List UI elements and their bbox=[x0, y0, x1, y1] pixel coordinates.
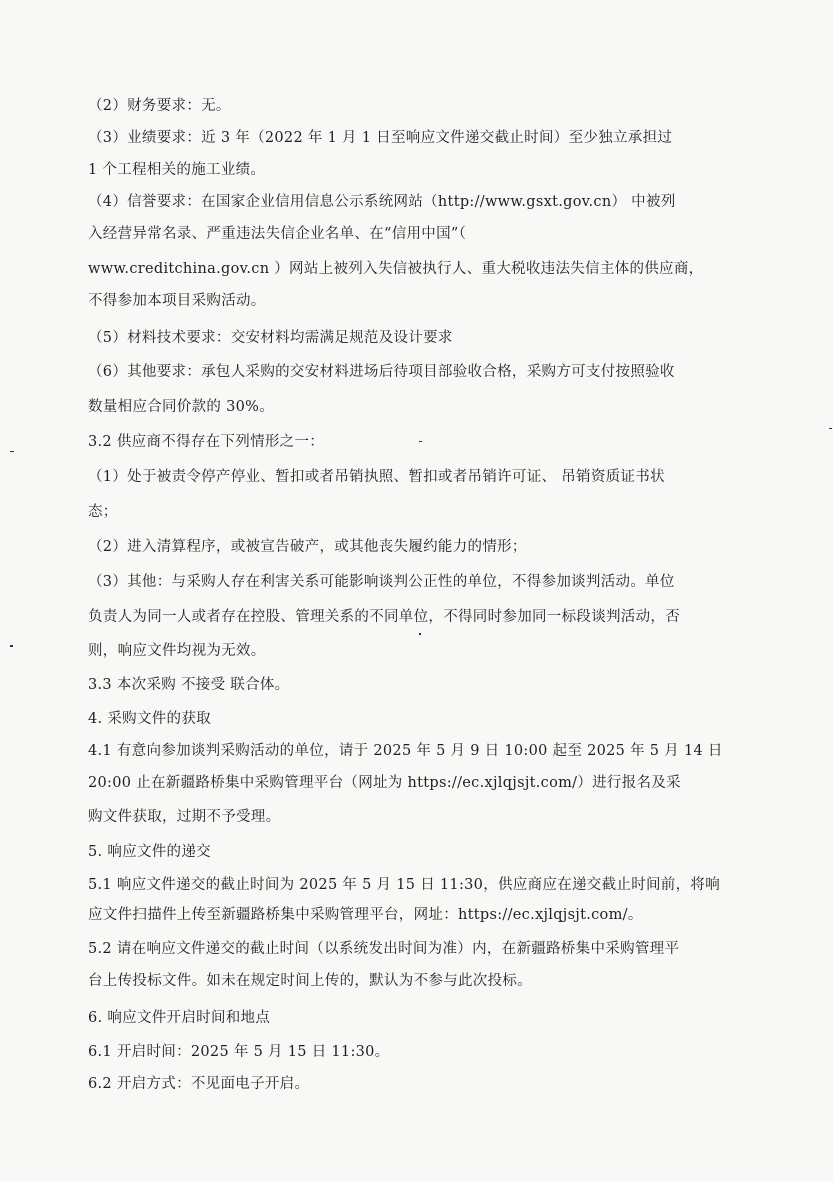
text-line-26: 5.2 请在响应文件递交的截止时间（以系统发出时间为准）内，在新疆路桥集中采购管理平 bbox=[88, 941, 680, 957]
text-line-14: （2）进入清算程序，或被宣告破产，或其他丧失履约能力的情形； bbox=[88, 539, 527, 555]
text-line-25: 应文件扫描件上传至新疆路桥集中采购管理平台，网址：https://ec.xjlqjsjt.com/。 bbox=[88, 907, 643, 923]
text-line-5: 入经营异常名录、严重违法失信企业名单、在“信用中国”（ bbox=[88, 226, 467, 242]
text-line-10: 数量相应合同价款的 30%。 bbox=[88, 399, 275, 415]
text-line-21: 20:00 止在新疆路桥集中采购管理平台（网址为 https://ec.xjlqjsjt.com/）进行报名及采 bbox=[88, 775, 681, 791]
text-line-23: 5. 响应文件的递交 bbox=[88, 844, 211, 860]
scan-mark-right bbox=[829, 428, 832, 429]
text-line-24: 5.1 响应文件递交的截止时间为 2025 年 5 月 15 日 11:30，供应商应在递交截止时间前，将响 bbox=[88, 877, 720, 893]
text-line-4: （4）信誉要求：在国家企业信用信息公示系统网站（http://www.gsxt.gov.cn） 中被列 bbox=[88, 194, 676, 210]
text-line-16: 负责人为同一人或者存在控股、管理关系的不同单位，不得同时参加同一标段谈判活动，否 bbox=[88, 609, 680, 625]
text-line-11: 3.2 供应商不得存在下列情形之一： bbox=[88, 434, 325, 450]
text-line-13: 态； bbox=[88, 504, 118, 520]
text-line-27: 台上传投标文件。如未在规定时间上传的，默认为不参与此次投标。 bbox=[88, 973, 532, 989]
text-line-22: 购文件获取，过期不予受理。 bbox=[88, 809, 281, 825]
text-line-29: 6.1 开启时间：2025 年 5 月 15 日 11:30。 bbox=[88, 1044, 390, 1060]
text-line-30: 6.2 开启方式：不见面电子开启。 bbox=[88, 1076, 310, 1092]
text-line-8: （5）材料技术要求：交安材料均需满足规范及设计要求 bbox=[88, 330, 453, 346]
text-line-2: （3）业绩要求：近 3 年（2022 年 1 月 1 日至响应文件递交截止时间）至少独立承担过 bbox=[88, 130, 673, 146]
text-line-19: 4. 采购文件的获取 bbox=[88, 711, 211, 727]
scan-mark-left-1 bbox=[10, 451, 14, 452]
text-line-17: 则，响应文件均视为无效。 bbox=[88, 643, 266, 659]
text-line-6: www.creditchina.gov.cn ）网站上被列入失信被执行人、重大税收违法失信主体的供应商， bbox=[88, 261, 704, 277]
text-line-3: 1 个工程相关的施工业绩。 bbox=[88, 162, 266, 178]
scan-mark-left-2 bbox=[10, 645, 13, 647]
text-line-1: （2）财务要求：无。 bbox=[88, 98, 231, 114]
text-line-9: （6）其他要求：承包人采购的交安材料进场后待项目部验收合格，采购方可支付按照验收 bbox=[88, 364, 675, 380]
scan-mark-center bbox=[419, 441, 422, 442]
text-line-7: 不得参加本项目采购活动。 bbox=[88, 293, 266, 309]
text-line-18: 3.3 本次采购 不接受 联合体。 bbox=[88, 677, 290, 693]
text-line-15: （3）其他：与采购人存在利害关系可能影响谈判公正性的单位，不得参加谈判活动。单位 bbox=[88, 574, 675, 590]
scan-mark-center-2 bbox=[419, 633, 421, 635]
text-line-20: 4.1 有意向参加谈判采购活动的单位，请于 2025 年 5 月 9 日 10:00 起至 2025 年 5 月 14 日 bbox=[88, 743, 723, 759]
text-line-28: 6. 响应文件开启时间和地点 bbox=[88, 1010, 271, 1026]
text-line-12: （1）处于被责令停产停业、暂扣或者吊销执照、暂扣或者吊销许可证、 吊销资质证书状 bbox=[88, 469, 665, 485]
